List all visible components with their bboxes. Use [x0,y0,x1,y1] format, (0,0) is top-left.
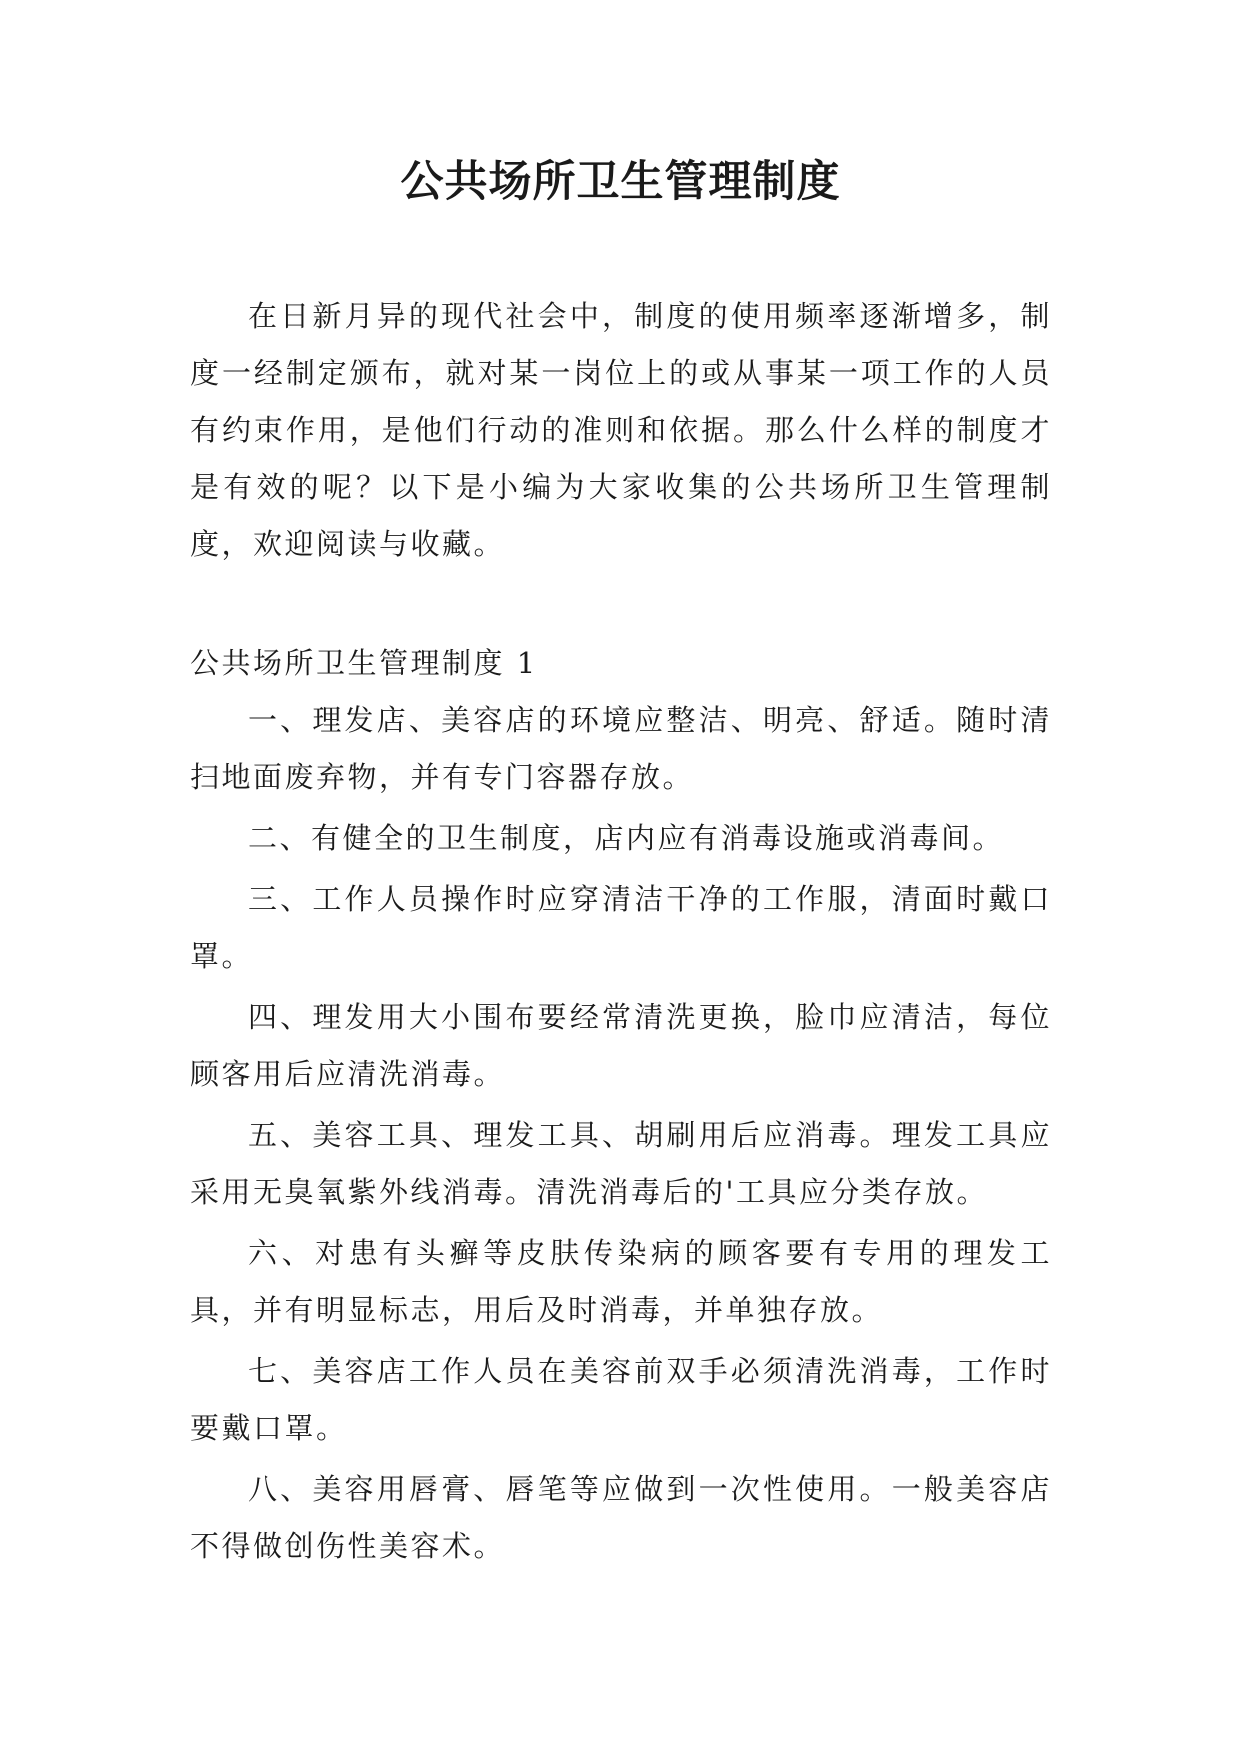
intro-section [190,288,1052,573]
rule-item: 七、美容店工作人员在美容前双手必须清洗消毒，工作时要戴口罩。 [190,1354,1052,1445]
document-title: 公共场所卫生管理制度 [400,157,841,207]
rule-item: 三、工作人员操作时应穿清洁干净的工作服，清面时戴口罩。 [190,882,1052,973]
rule-item: 一、理发店、美容店的环境应整洁、明亮、舒适。随时清扫地面废弃物，并有专门容器存放。 [190,703,1052,794]
rules-list [190,692,1052,1579]
rule-item: 四、理发用大小围布要经常清洗更换，脸巾应清洁，每位顾客用后应清洗消毒。 [190,1000,1052,1091]
section-heading: 公共场所卫生管理制度 1 [190,646,538,680]
rule-item: 六、对患有头癣等皮肤传染病的顾客要有专用的理发工具，并有明显标志，用后及时消毒，并单独存放。 [190,1236,1052,1327]
intro-paragraph: 在日新月异的现代社会中，制度的使用频率逐渐增多，制度一经制定颁布，就对某一岗位上的或从事某一项工作的人员有约束作用，是他们行动的准则和依据。那么什么样的制度才是有效的呢？以下是小编为大家收集的公共场所卫生管理制度，欢迎阅读与收藏。 [190,299,1052,561]
rule-item: 五、美容工具、理发工具、胡刷用后应消毒。理发工具应采用无臭氧紫外线消毒。清洗消毒后的'工具应分类存放。 [190,1118,1052,1209]
rule-item: 八、美容用唇膏、唇笔等应做到一次性使用。一般美容店不得做创伤性美容术。 [190,1472,1052,1563]
rule-item: 二、有健全的卫生制度，店内应有消毒设施或消毒间。 [248,821,1005,855]
